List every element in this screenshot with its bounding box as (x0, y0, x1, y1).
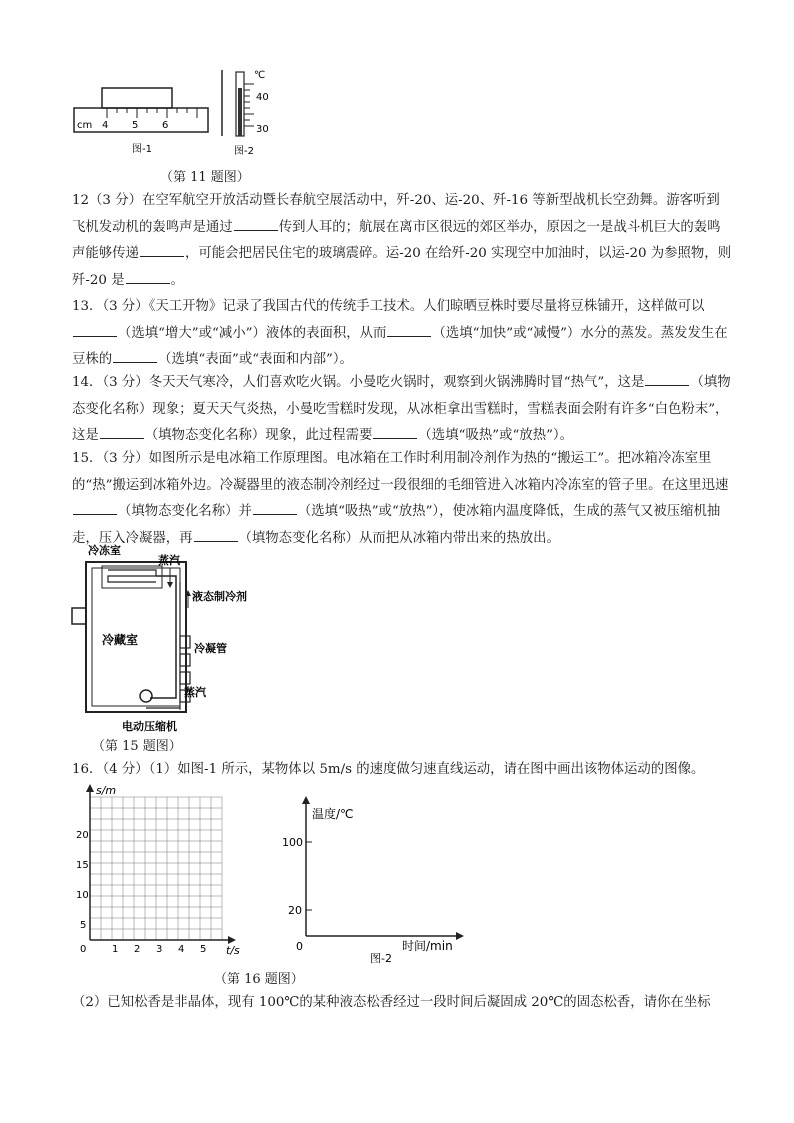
ruler-tick-6: 6 (162, 120, 169, 131)
g1-ytick-15: 15 (76, 860, 89, 871)
q16-text-1: 16．（4 分）（1）如图-1 所示，某物体以 5m/s 的速度做匀速直线运动，请在图中画出该物体运动的图像。 (72, 762, 705, 777)
q14-blank-2[interactable] (100, 424, 144, 439)
q13-text-2: （选填“增大”或“减小”）液体的表面积，从而 (118, 325, 387, 341)
fig15-label-liquid: 液态制冷剂 (192, 590, 247, 603)
q14-text-3: （填物态变化名称）现象，此过程需要 (144, 428, 373, 443)
therm-tick-30: 30 (256, 124, 269, 135)
q15-text-1: 15．（3 分）如图所示是电冰箱工作原理图。电冰箱在工作时利用制冷剂作为热的“搬运工”。把冰箱冷冻室里的“热”搬运到冰箱外边。冷凝器里的液态制冷剂经过一段很细的毛细管进入冰箱内冷冻室的管子里。在这里迅速 (72, 451, 729, 493)
fig15-label-vapor-top: 蒸汽 (158, 554, 180, 567)
ruler-unit: cm (77, 120, 93, 131)
q12-text-1: 12（3 分）在空军航空开放活动暨长春航空展活动中，歼-20、运-20、歼-16 等新型战机长空劲舞。游客听到飞机发动机的轰鸣声是通过 (72, 193, 720, 235)
q13-text-4: （选填“表面”或“表面和内部”）。 (158, 352, 353, 367)
question-15 (72, 446, 732, 552)
q15-text-4: （填物态变化名称）从而把从冰箱内带出来的热放出。 (238, 530, 560, 546)
fig15-label-vapor-bottom: 蒸汽 (184, 686, 206, 699)
fig15-label-compressor: 电动压缩机 (122, 720, 177, 733)
g2-xlabel: 时间/min (402, 939, 453, 953)
q13-blank-3[interactable] (113, 348, 157, 363)
fig11-caption: （第 11 题图） (160, 170, 250, 185)
ruler-tick-5: 5 (132, 120, 139, 131)
fig11-ruler (72, 78, 212, 158)
question-13 (72, 294, 732, 374)
fig15-label-freezer: 冷冻室 (88, 544, 121, 557)
g1-ytick-5: 5 (80, 920, 87, 931)
fig15-refrigerator-diagram (68, 538, 268, 738)
q13-blank-2[interactable] (387, 322, 431, 337)
q12-blank-3[interactable] (126, 269, 170, 284)
q13-text-1: 13．（3 分）《天工开物》记录了我国古代的传统手工技术。人们晾晒豆株时要尽量将豆株铺开，这样做可以 (72, 299, 705, 314)
q16-text-2: （2）已知松香是非晶体，现有 100℃的某种液态松香经过一段时间后凝固成 20℃的固态松香，请你在坐标 (72, 995, 711, 1010)
fig15-caption: （第 15 题图） (92, 739, 182, 754)
q12-blank-2[interactable] (140, 242, 184, 257)
g1-ylabel: s/m (96, 784, 117, 797)
g2-ylabel: 温度/℃ (312, 807, 354, 821)
fig16-st-graph (72, 780, 252, 970)
q15-text-3: （选填“吸热”或“放热”），使冰箱内温度降低，生成的蒸气又被压缩机抽走，压入冷凝器，再 (72, 504, 721, 546)
question-12 (72, 188, 732, 294)
g1-ytick-10: 10 (76, 890, 89, 901)
q13-text-3: （选填“加快”或“减慢”）水分的蒸发。蒸发发生在豆株的 (72, 325, 728, 367)
fig11-fig1-label: 图-1 (132, 144, 152, 155)
fig15-label-fridge: 冷藏室 (102, 633, 139, 647)
g1-xlabel: t/s (226, 944, 240, 957)
q12-blank-1[interactable] (234, 216, 278, 231)
ruler-tick-4: 4 (102, 120, 109, 131)
g1-xtick-4: 4 (178, 944, 185, 955)
question-14 (72, 370, 732, 450)
q12-text-4: 。 (170, 272, 184, 288)
fig16-temperature-graph (280, 790, 480, 970)
therm-unit: ℃ (254, 70, 266, 81)
g1-origin: 0 (80, 944, 87, 955)
g1-xtick-1: 1 (112, 944, 119, 955)
therm-tick-40: 40 (256, 92, 269, 103)
fig11-thermometer (218, 66, 278, 161)
g1-ytick-20: 20 (76, 830, 89, 841)
g2-ytick-20: 20 (288, 904, 302, 917)
q15-text-2: （填物态变化名称）并 (118, 504, 252, 519)
fig11-fig2-label: 图-2 (234, 146, 254, 157)
g1-xtick-5: 5 (200, 944, 207, 955)
fig16-caption: （第 16 题图） (214, 972, 304, 987)
g1-xtick-2: 2 (134, 944, 141, 955)
g2-ytick-100: 100 (282, 836, 303, 849)
question-16-part-2 (72, 990, 732, 1017)
q15-blank-1[interactable] (73, 500, 117, 515)
q14-blank-1[interactable] (645, 371, 689, 386)
g2-origin: 0 (296, 940, 303, 953)
q14-text-4: （选填“吸热”或“放热”）。 (418, 428, 574, 443)
q12-text-3: ，可能会把居民住宅的玻璃震碎。运-20 在给歼-20 实现空中加油时，以运-20 为参照物，则歼-20 是 (72, 246, 732, 288)
fig15-label-condenser: 冷凝管 (194, 642, 227, 655)
q15-blank-2[interactable] (253, 500, 297, 515)
q13-blank-1[interactable] (73, 322, 117, 337)
q14-text-2: （填物态变化名称）现象；夏天天气炎热，小曼吃雪糕时发现，从冰柜拿出雪糕时，雪糕表面会附有许多“白色粉末”，这是 (72, 375, 731, 443)
g2-label: 图-2 (370, 952, 392, 965)
q12-text-2: 传到人耳的；航展在离市区很远的郊区举办，原因之一是战斗机巨大的轰鸣声能够传递 (72, 219, 721, 261)
q14-text-1: 14．（3 分）冬天天气寒冷，人们喜欢吃火锅。小曼吃火锅时，观察到火锅沸腾时冒“热气”，这是 (72, 375, 645, 390)
q14-blank-3[interactable] (373, 424, 417, 439)
g1-xtick-3: 3 (156, 944, 163, 955)
